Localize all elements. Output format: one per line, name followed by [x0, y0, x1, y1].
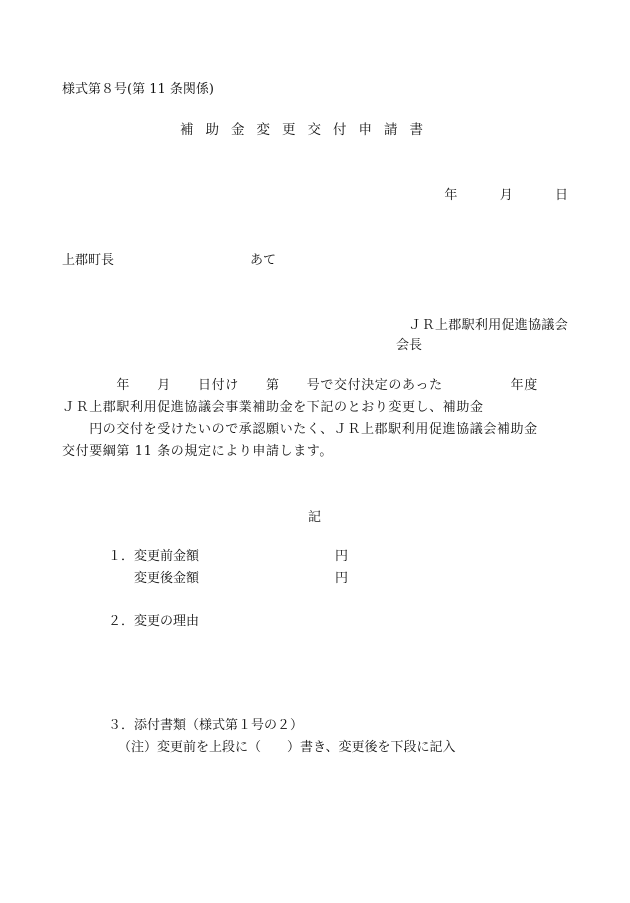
- year-label: 年: [444, 188, 458, 203]
- applicant-title: 会長: [396, 338, 423, 353]
- item-1b-label: 変更後金額: [134, 571, 200, 586]
- item-1-unit: 円: [335, 549, 349, 564]
- item-2-label: ２．変更の理由: [108, 614, 200, 629]
- document-title: 補助金変更交付申請書: [180, 122, 435, 138]
- body-line-4: 交付要綱第 11 条の規定により申請します。: [62, 444, 333, 459]
- form-number: 様式第８号(第 11 条関係): [62, 82, 214, 97]
- addressee-suffix: あて: [250, 253, 277, 268]
- month-label: 月: [499, 188, 513, 203]
- day-label: 日: [554, 188, 568, 203]
- date-line: [444, 188, 568, 204]
- applicant-organization: ＪＲ上郡駅利用促進協議会: [408, 318, 568, 333]
- note-text: （注）変更前を上段に（ ）書き、変更後を下段に記入: [118, 740, 456, 755]
- body-line-2: ＪＲ上郡駅利用促進協議会事業補助金を下記のとおり変更し、補助金: [62, 400, 484, 415]
- body-line-3: 円の交付を受けたいので承認願いたく、ＪＲ上郡駅利用促進協議会補助金: [62, 422, 538, 437]
- item-1-label: １．変更前金額: [108, 549, 200, 564]
- body-line-1: 年 月 日付け 第 号で交付決定のあった 年度: [62, 378, 538, 393]
- item-1b-unit: 円: [335, 571, 349, 586]
- ki-heading: 記: [308, 510, 322, 525]
- addressee-name: 上郡町長: [62, 253, 115, 268]
- item-3-label: ３．添付書類（様式第１号の２）: [108, 718, 304, 733]
